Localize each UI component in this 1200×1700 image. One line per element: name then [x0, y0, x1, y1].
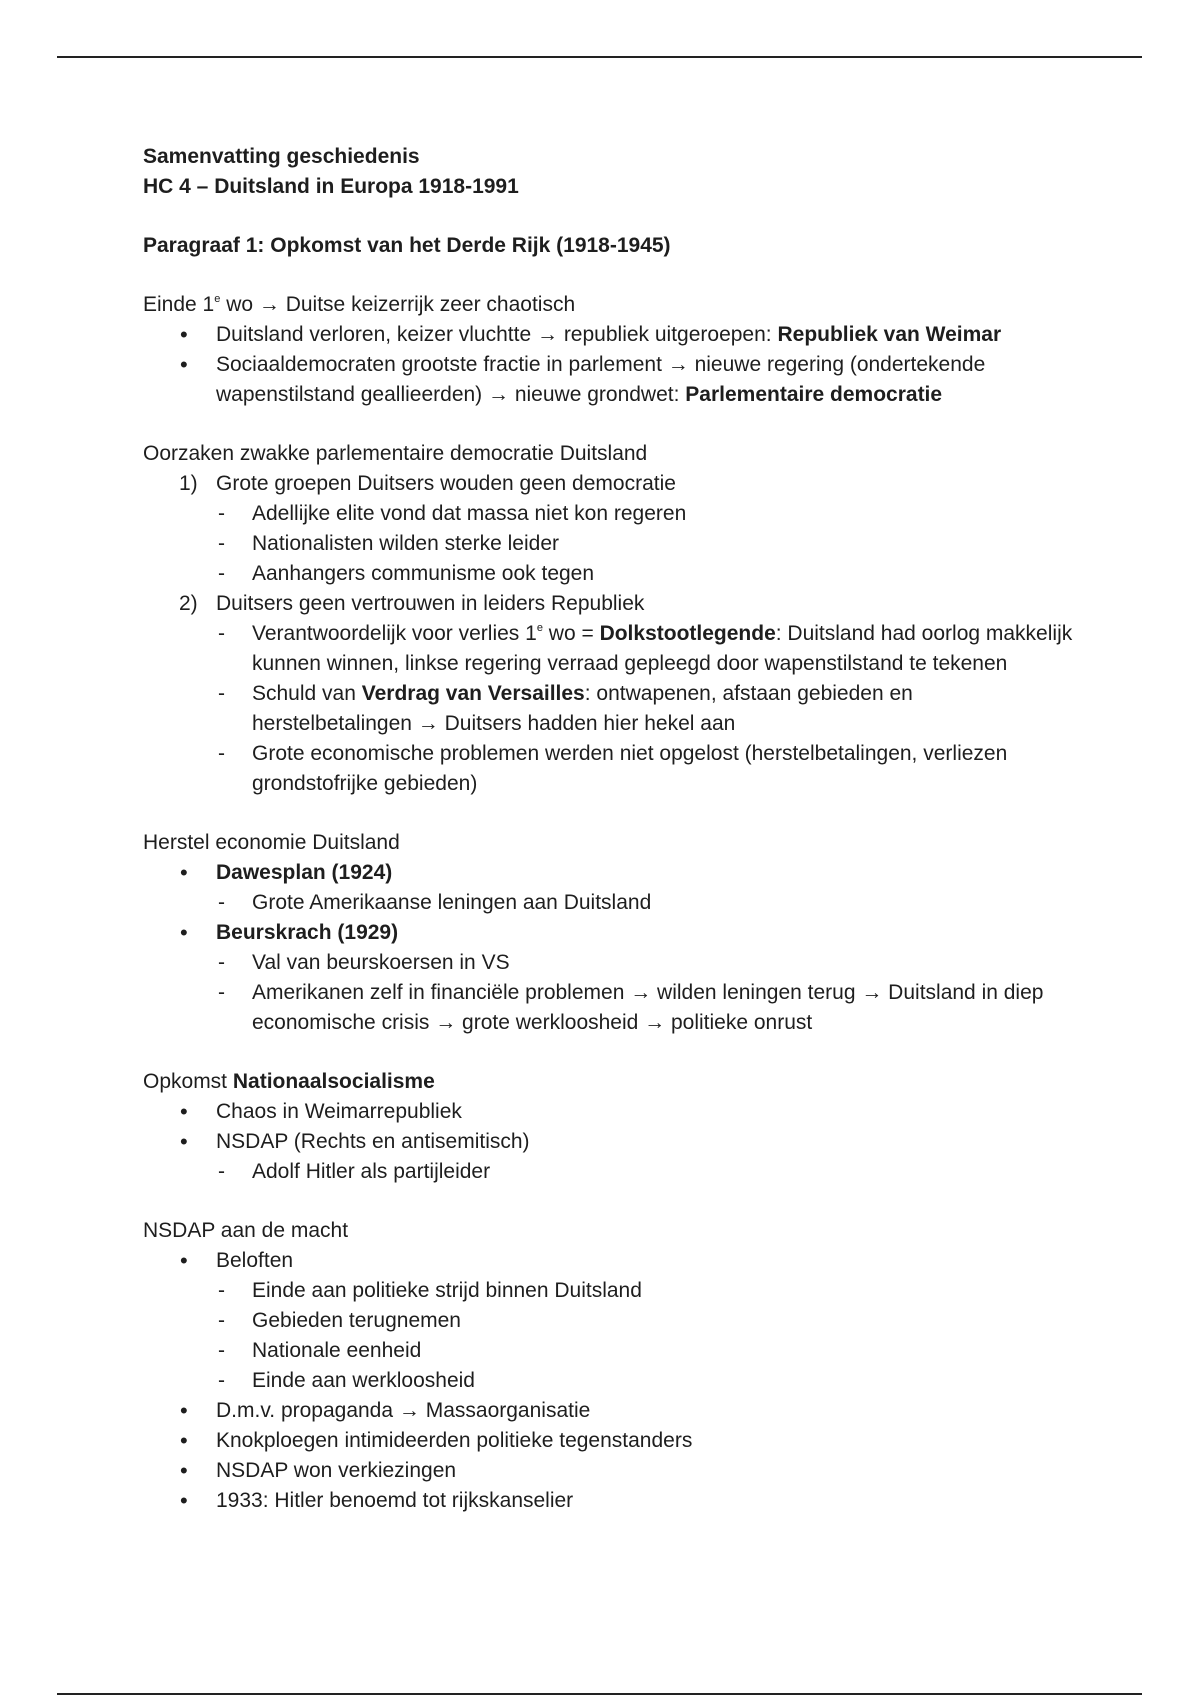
- top-rule: [57, 56, 1142, 58]
- section-oorzaken-list: [143, 469, 1073, 799]
- section-oorzaken-title: Oorzaken zwakke parlementaire democratie Duitsland: [143, 442, 648, 465]
- sub-list: [143, 1157, 1073, 1187]
- sub-list-item: - Grote economische problemen werden niet opgelost (herstelbetalingen, verliezen grondstofrijke gebieden): [143, 739, 1073, 799]
- list-item: • NSDAP (Rechts en antisemitisch) - Adolf Hitler als partijleider: [143, 1127, 1073, 1187]
- list-item: • Duitsland verloren, keizer vluchtte → republiek uitgeroepen: Republiek van Weimar: [143, 320, 1073, 350]
- document-title: Samenvatting geschiedenis: [143, 145, 420, 168]
- list-item: • 1933: Hitler benoemd tot rijkskanselier: [143, 1486, 1073, 1516]
- bottom-rule: [57, 1693, 1142, 1695]
- sub-list-item: - Nationale eenheid: [143, 1336, 1073, 1366]
- sub-list: [143, 1276, 1073, 1396]
- list-item: • Beurskrach (1929) - Val van beurskoersen in VS - Amerikanen zelf in financiële problemen → wilden leningen terug → Duitsland in diep economische crisis → grote werkloosheid → politieke onrust: [143, 918, 1073, 1038]
- sub-list-item: - Nationalisten wilden sterke leider: [143, 529, 1073, 559]
- list-item: • Knokploegen intimideerden politieke tegenstanders: [143, 1426, 1073, 1456]
- sub-list: [143, 888, 1073, 918]
- sub-list-item: - Val van beurskoersen in VS: [143, 948, 1073, 978]
- list-item: • Sociaaldemocraten grootste fractie in parlement → nieuwe regering (ondertekende wapenstilstand geallieerden) → nieuwe grondwet: Parlementaire democratie: [143, 350, 1073, 410]
- sub-list: [143, 499, 1073, 589]
- sub-list-item: - Gebieden terugnemen: [143, 1306, 1073, 1336]
- list-item: 2) Duitsers geen vertrouwen in leiders Republiek - Verantwoordelijk voor verlies 1e wo = Dolkstootlegende: Duitsland had oorlog makkelijk kunnen winnen, linkse regering verraad gepleegd door wapenstilstand te tekenen - Schuld van Verdrag van Versailles: ontwapenen, afstaan gebieden en herstelbetalingen → Duitsers hadden hier hekel aan - Grote economische problemen werden niet opgelost (herstelbetalingen, verliezen grondstofrijke gebieden): [143, 589, 1073, 799]
- list-item: • Chaos in Weimarrepubliek: [143, 1097, 1073, 1127]
- document-body: [143, 142, 1073, 1516]
- sub-list-item: - Schuld van Verdrag van Versailles: ontwapenen, afstaan gebieden en herstelbetalingen → Duitsers hadden hier hekel aan: [143, 679, 1073, 739]
- section-einde-intro: Einde 1e wo → Duitse keizerrijk zeer chaotisch: [143, 293, 576, 316]
- list-item: • Beloften - Einde aan politieke strijd binnen Duitsland - Gebieden terugnemen - Nationale eenheid - Einde aan werkloosheid: [143, 1246, 1073, 1396]
- sub-list-item: - Einde aan werkloosheid: [143, 1366, 1073, 1396]
- section-macht-list: [143, 1246, 1073, 1516]
- list-item: • D.m.v. propaganda → Massaorganisatie: [143, 1396, 1073, 1426]
- section-herstel-title: Herstel economie Duitsland: [143, 831, 400, 854]
- section-einde-list: [143, 320, 1073, 410]
- sub-list-item: - Grote Amerikaanse leningen aan Duitsland: [143, 888, 1073, 918]
- section-herstel-list: [143, 858, 1073, 1038]
- sub-list-item: - Amerikanen zelf in financiële problemen → wilden leningen terug → Duitsland in diep economische crisis → grote werkloosheid → politieke onrust: [143, 978, 1073, 1038]
- sub-list: [143, 619, 1073, 799]
- sub-list-item: - Adellijke elite vond dat massa niet kon regeren: [143, 499, 1073, 529]
- section-macht-title: NSDAP aan de macht: [143, 1219, 349, 1242]
- list-item: 1) Grote groepen Duitsers wouden geen democratie - Adellijke elite vond dat massa niet kon regeren - Nationalisten wilden sterke leider - Aanhangers communisme ook tegen: [143, 469, 1073, 589]
- sub-list: [143, 948, 1073, 1038]
- list-item: • NSDAP won verkiezingen: [143, 1456, 1073, 1486]
- document-subtitle: HC 4 – Duitsland in Europa 1918-1991: [143, 175, 519, 198]
- list-item: • Dawesplan (1924) - Grote Amerikaanse leningen aan Duitsland: [143, 858, 1073, 918]
- section-opkomst-list: [143, 1097, 1073, 1187]
- sub-list-item: - Adolf Hitler als partijleider: [143, 1157, 1073, 1187]
- paragraph-heading: Paragraaf 1: Opkomst van het Derde Rijk (1918-1945): [143, 234, 671, 257]
- section-opkomst-title: Opkomst Nationaalsocialisme: [143, 1070, 435, 1093]
- sub-list-item: - Aanhangers communisme ook tegen: [143, 559, 1073, 589]
- sub-list-item: - Einde aan politieke strijd binnen Duitsland: [143, 1276, 1073, 1306]
- sub-list-item: - Verantwoordelijk voor verlies 1e wo = Dolkstootlegende: Duitsland had oorlog makkelijk kunnen winnen, linkse regering verraad gepleegd door wapenstilstand te tekenen: [143, 619, 1073, 679]
